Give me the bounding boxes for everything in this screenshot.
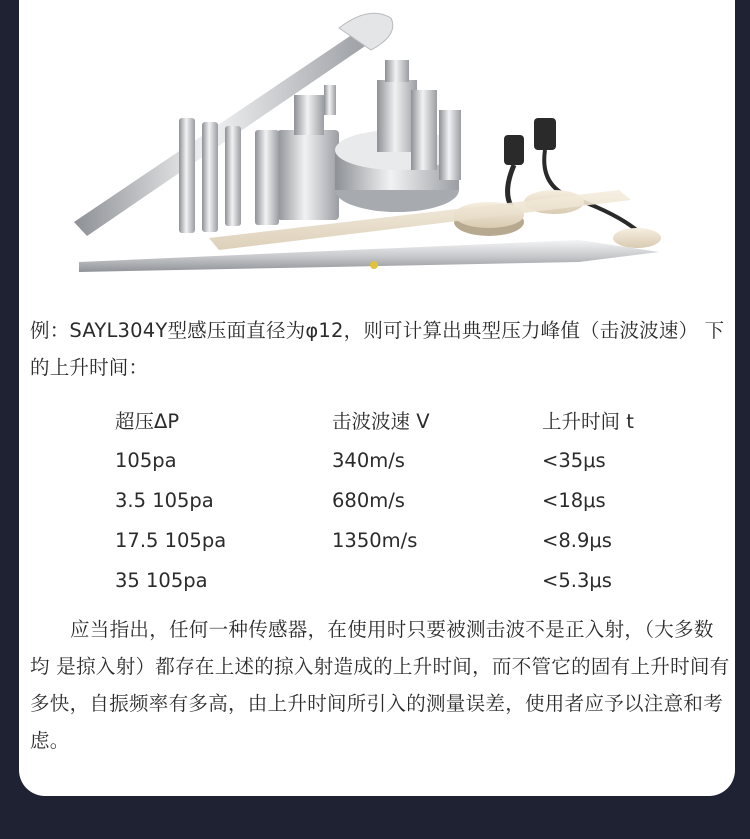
header-rise-time: 上升时间 t <box>542 410 634 433</box>
table-row <box>115 560 675 600</box>
rise-time-table <box>115 400 675 600</box>
table-header-row <box>115 400 675 440</box>
header-wave-speed: 击波波速 V <box>332 410 430 433</box>
cell-wave-speed: 340m/s <box>332 448 405 472</box>
header-overpressure: 超压ΔP <box>115 410 180 433</box>
note-paragraph: 应当指出，任何一种传感器，在使用时只要被测击波不是正入射，（大多数均 是掠入射）都存在上述的掠入射造成的上升时间，而不管它的固有上升时间有多快，自振频率有多高，由上升时间所引入的测量误差，使用者应予以注意和考虑。 <box>30 618 730 752</box>
cell-overpressure: 35 105pa <box>115 568 208 592</box>
intro-text: 例：SAYL304Y型感压面直径为φ12，则可计算出典型压力峰值（击波波速） 下的上升时间： <box>30 319 725 379</box>
cell-rise-time: <8.9μs <box>542 528 612 552</box>
content-card <box>19 0 735 796</box>
cell-rise-time: <35μs <box>542 448 606 472</box>
table-row <box>115 480 675 520</box>
table-row <box>115 520 675 560</box>
table-row <box>115 440 675 480</box>
cell-wave-speed: 1350m/s <box>332 528 418 552</box>
cell-overpressure: 3.5 105pa <box>115 488 214 512</box>
cell-wave-speed: 680m/s <box>332 488 405 512</box>
sensor-product-photo <box>19 0 735 300</box>
cell-overpressure: 17.5 105pa <box>115 528 227 552</box>
cell-rise-time: <18μs <box>542 488 606 512</box>
cell-rise-time: <5.3μs <box>542 568 612 592</box>
cell-overpressure: 105pa <box>115 448 177 472</box>
